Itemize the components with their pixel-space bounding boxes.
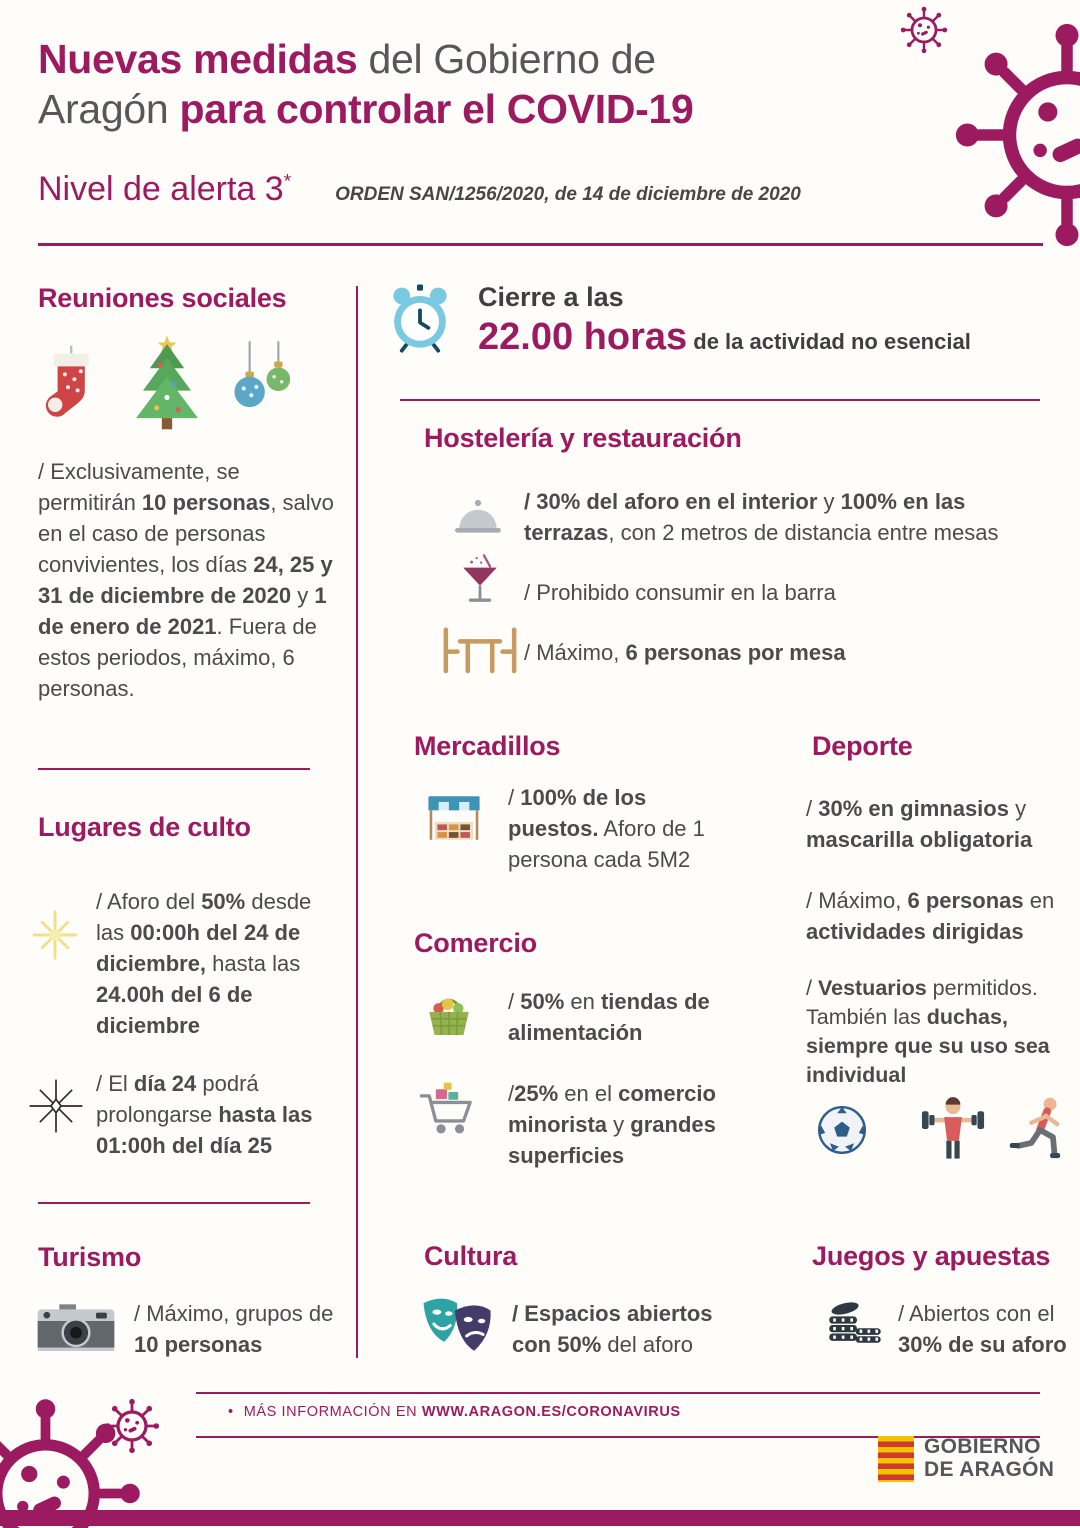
logo-text: [924, 1436, 1054, 1481]
aragon-shield-icon: [878, 1436, 914, 1482]
serving-dome-icon: [452, 490, 504, 542]
divider: [38, 768, 310, 770]
market-stall-icon: [422, 786, 486, 850]
cocktail-icon: [452, 552, 508, 608]
footer-url: WWW.ARAGON.ES/CORONAVIRUS: [421, 1404, 681, 1420]
bottom-bar: [0, 1510, 1080, 1526]
alert-row: [38, 170, 801, 209]
section-title-hosteleria: Hostelería y restauración: [424, 423, 742, 453]
divider: [38, 1202, 310, 1204]
header-rule: [38, 243, 1043, 246]
lugares-item-2: / El día 24 podrá prolongarse hasta las 01:00h del día 25: [96, 1071, 313, 1158]
section-title-juegos: Juegos y apuestas: [812, 1241, 1051, 1271]
section-title-turismo: Turismo: [38, 1242, 142, 1272]
page-title: [38, 34, 898, 135]
turismo-item: / Máximo, grupos de 10 personas: [134, 1301, 334, 1357]
mercadillos-item: / 100% de los puestos. Aforo de 1 persona cada 5M2: [508, 785, 705, 872]
ornaments-icon: [226, 338, 302, 434]
order-reference: ORDEN SAN/1256/2020, de 14 de diciembre de 2020: [335, 184, 801, 205]
soccer-ball-icon: [812, 1100, 872, 1160]
section-title-comercio: Comercio: [414, 928, 537, 958]
footer-info-label: MÁS INFORMACIÓN EN: [243, 1404, 422, 1420]
alarm-clock-icon: [382, 280, 458, 356]
comercio-item-2: /25% en el comercio minorista y grandes superficies: [508, 1081, 716, 1168]
closure-prefix: Cierre a las: [478, 282, 624, 312]
divider: [400, 399, 1040, 401]
theater-masks-icon: [416, 1288, 498, 1363]
title-bold-2: para controlar el COVID-19: [179, 86, 694, 133]
star-icon: [28, 1078, 84, 1134]
christmas-icons: [36, 330, 302, 434]
closure-time: 22.00 horas: [478, 316, 688, 358]
deporte-item-1: / 30% en gimnasios y mascarilla obligatoria: [806, 796, 1033, 852]
reuniones-text: / Exclusivamente, se permitirán 10 personas, salvo en el caso de personas convivientes, los días 24, 25 y 31 de diciembre de 2020 y 1 de enero de 2021. Fuera de estos periodos, máximo, 6 personas.: [38, 459, 334, 701]
logo-line-1: GOBIERNO: [924, 1435, 1041, 1459]
section-title-lugares: Lugares de culto: [38, 812, 251, 842]
alert-asterisk: *: [283, 171, 292, 193]
bullet: •: [228, 1404, 234, 1420]
footer-info: [228, 1404, 681, 1420]
closure-notice: [478, 282, 1053, 359]
candle-glow-icon: [26, 906, 84, 964]
hosteleria-item-3: / Máximo, 6 personas por mesa: [524, 640, 846, 665]
footer-rule-top: [196, 1392, 1040, 1394]
section-title-deporte: Deporte: [812, 731, 913, 761]
virus-icon-small-top: [900, 6, 948, 54]
title-bold-1: Nuevas medidas: [38, 36, 358, 82]
vertical-divider: [356, 286, 358, 1358]
juegos-item: / Abiertos con el 30% de su aforo: [898, 1301, 1067, 1357]
closure-suffix: de la actividad no esencial: [687, 329, 971, 354]
virus-icon-large-top: [952, 20, 1080, 250]
runner-icon: [1004, 1094, 1076, 1166]
deporte-item-2: / Máximo, 6 personas en actividades dirigidas: [806, 888, 1055, 944]
lugares-item-1: / Aforo del 50% desde las 00:00h del 24 de diciembre, hasta las 24.00h del 6 de diciembre: [96, 889, 312, 1038]
shopping-cart-icon: [416, 1080, 482, 1146]
table-chairs-icon: [438, 622, 522, 680]
camera-icon: [34, 1296, 118, 1356]
section-title-cultura: Cultura: [424, 1241, 518, 1271]
title-reg-1: del Gobierno de: [357, 36, 656, 82]
title-reg-2: Aragón: [38, 86, 180, 133]
casino-chips-icon: [820, 1290, 886, 1356]
deporte-item-3: / Vestuarios permitidos. También las duchas, siempre que su uso sea individual: [806, 976, 1050, 1087]
gobierno-aragon-logo: [878, 1436, 1054, 1482]
hosteleria-item-1: / 30% del aforo en el interior y 100% en las terrazas, con 2 metros de distancia entre mesas: [524, 489, 999, 545]
section-title-reuniones: Reuniones sociales: [38, 283, 287, 313]
comercio-item-1: / 50% en tiendas de alimentación: [508, 989, 710, 1045]
food-basket-icon: [420, 984, 478, 1042]
cultura-item: / Espacios abiertos con 50% del aforo: [512, 1301, 713, 1357]
alert-level: Nivel de alerta 3*: [38, 170, 292, 208]
section-title-mercadillos: Mercadillos: [414, 731, 561, 761]
hosteleria-item-2: / Prohibido consumir en la barra: [524, 580, 836, 605]
logo-line-2: DE ARAGÓN: [924, 1458, 1055, 1481]
stocking-icon: [36, 342, 108, 434]
christmas-tree-icon: [124, 330, 210, 434]
virus-icon-small-bottom: [104, 1398, 160, 1454]
dumbbells-icon: [916, 1092, 990, 1166]
